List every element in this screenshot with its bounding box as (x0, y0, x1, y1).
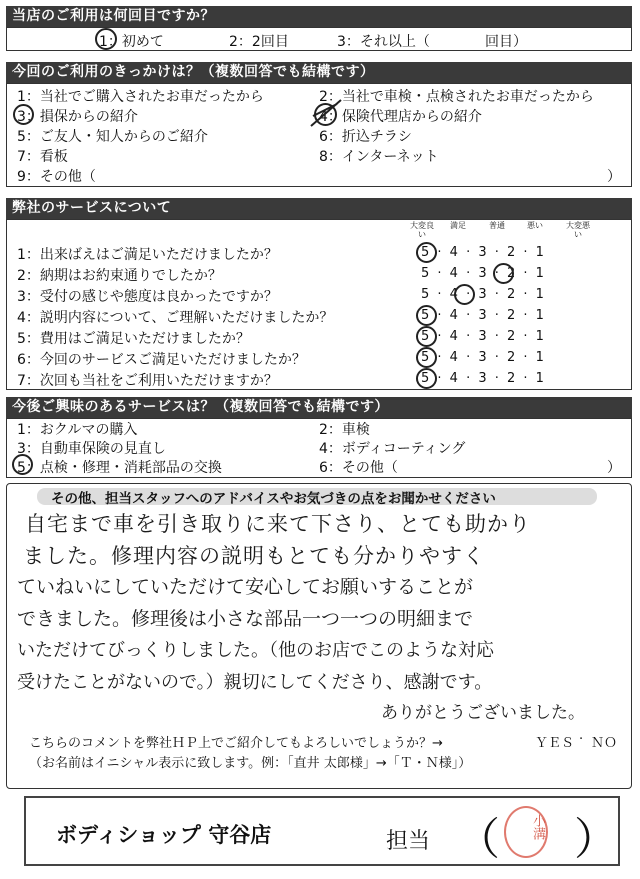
q3-item-7: 7：次回も当社をご利用いただけますか？ (17, 373, 278, 389)
comment-line: いただけてびっくりしました。（他のお店でこのような対応 (17, 640, 494, 661)
q1-option-1[interactable]: 1：初めて (99, 34, 164, 50)
answer-circle (416, 368, 437, 389)
scale-header-5: 大変良い (410, 221, 434, 239)
q3-scale-3[interactable]: 5 · 4 · 3 · 2 · 1 (421, 287, 546, 302)
q4-header (6, 397, 632, 418)
q1-option-2[interactable]: 2：2回目 (229, 34, 289, 50)
answer-circle (416, 326, 437, 347)
q2-option-9[interactable]: 9：その他（ (17, 169, 96, 185)
q4-option-1[interactable]: 1：おクルマの購入 (17, 422, 138, 438)
shop-name: ボディショップ 守谷店 (56, 823, 272, 847)
answer-circle (454, 284, 475, 305)
q5-title: その他、担当スタッフへのアドバイスやお気づきの点をお聞かせください (51, 491, 496, 507)
q4-box (6, 418, 632, 478)
q3-scale-1[interactable]: 5 · 4 · 3 · 2 · 1 (421, 245, 546, 260)
consent-question: こちらのコメントを弊社ＨＰ上でご紹介してもよろしいでしょうか？→ (29, 736, 443, 751)
q1-box (6, 27, 632, 51)
q3-item-1: 1：出来ばえはご満足いただけましたか？ (17, 247, 278, 263)
paren-open: （ (456, 814, 500, 865)
q4-option-5[interactable]: 5：点検・修理・消耗部品の交換 (17, 460, 222, 476)
q3-header (6, 198, 632, 219)
q2-box (6, 83, 632, 187)
q3-scale-2[interactable]: 5 · 4 · 3 · 2 · 1 (421, 266, 546, 281)
q1-option-3-suffix: 回目） (485, 34, 527, 50)
scale-header-1: 大変悪い (566, 221, 590, 239)
scale-header-3: 普通 (489, 221, 505, 230)
stamp-text: 小溝 (530, 814, 545, 840)
q1-header (6, 6, 632, 27)
comment-line: 自宅まで車を引き取りに来て下さり、とても助かり (25, 512, 531, 536)
q3-scale-6[interactable]: 5 · 4 · 3 · 2 · 1 (421, 350, 546, 365)
q1-title: 当店のご利用は何回目ですか？ (12, 8, 215, 24)
q3-item-6: 6：今回のサービスご満足いただけましたか？ (17, 352, 306, 368)
comment-line: 受けたことがないので。）親切にしてくださり、感謝です。 (17, 672, 493, 693)
q4-option-4[interactable]: 4：ボディコーティング (319, 441, 466, 457)
answer-circle (416, 305, 437, 326)
answer-circle (416, 347, 437, 368)
consent-separator: · (579, 732, 584, 747)
paren-close: ） (574, 814, 618, 865)
q2-option-6[interactable]: 6：折込チラシ (319, 129, 412, 145)
q5-box (6, 483, 632, 789)
answer-circle (493, 263, 514, 284)
scale-header-4: 満足 (450, 221, 466, 230)
answer-circle (95, 28, 117, 50)
q3-title: 弊社のサービスについて (12, 200, 172, 216)
q3-item-3: 3：受付の感じや態度は良かったですか？ (17, 289, 278, 305)
name-note: （お名前はイニシャル表示に致します。例：「直井 太郎様」→「Ｔ・Ｎ様」） (29, 756, 472, 771)
q2-title: 今回のご利用のきっかけは？（複数回答でも結構です） (12, 64, 375, 80)
scale-header-2: 悪い (527, 221, 543, 230)
q2-option-3[interactable]: 3：損保からの紹介 (17, 109, 138, 125)
q3-item-2: 2：納期はお約束通りでしたか？ (17, 268, 222, 284)
q4-option-6[interactable]: 6：その他（ (319, 460, 398, 476)
q4-option-3[interactable]: 3：自動車保険の見直し (17, 441, 166, 457)
q4-title: 今後ご興味のあるサービスは？（複数回答でも結構です） (12, 399, 389, 415)
q1-option-3[interactable]: 3：それ以上（ (337, 34, 430, 50)
q3-scale-4[interactable]: 5 · 4 · 3 · 2 · 1 (421, 308, 546, 323)
q2-option-8[interactable]: 8：インターネット (319, 149, 439, 165)
scribble-mark (307, 96, 345, 130)
q2-option-9-close: ） (607, 169, 621, 185)
staff-label: 担当 (386, 829, 431, 854)
answer-circle (13, 104, 34, 125)
footer-box (24, 796, 620, 866)
q2-option-2[interactable]: 2：当社で車検・点検されたお車だったから (319, 89, 594, 105)
answer-circle (12, 454, 33, 475)
comment-line: ありがとうございました。 (381, 703, 585, 723)
q4-option-2[interactable]: 2：車検 (319, 422, 370, 438)
q2-option-5[interactable]: 5：ご友人・知人からのご紹介 (17, 129, 208, 145)
comment-line: ていねいにしていただけて安心してお願いすることが (17, 576, 474, 598)
q4-option-6-close: ） (607, 460, 621, 476)
q2-header (6, 62, 632, 83)
q3-scale-7[interactable]: 5 · 4 · 3 · 2 · 1 (421, 371, 546, 386)
q2-option-7[interactable]: 7：看板 (17, 149, 68, 165)
q3-box (6, 219, 632, 390)
q3-scale-5[interactable]: 5 · 4 · 3 · 2 · 1 (421, 329, 546, 344)
q3-item-4: 4：説明内容について、ご理解いただけましたか？ (17, 310, 334, 326)
consent-no[interactable]: ＮＯ (591, 736, 618, 751)
answer-circle (416, 242, 437, 263)
q2-option-4[interactable]: 4：保険代理店からの紹介 (319, 109, 482, 125)
q2-option-1[interactable]: 1：当社でご購入されたお車だったから (17, 89, 264, 105)
staff-stamp (504, 806, 548, 858)
q3-item-5: 5：費用はご満足いただけましたか？ (17, 331, 250, 347)
comment-line: できました。修理後は小さな部品一つ一つの明細まで (17, 608, 474, 630)
consent-yes[interactable]: ＹＥＳ (535, 736, 575, 751)
comment-line: ました。修理内容の説明もとても分かりやすく (23, 544, 485, 568)
